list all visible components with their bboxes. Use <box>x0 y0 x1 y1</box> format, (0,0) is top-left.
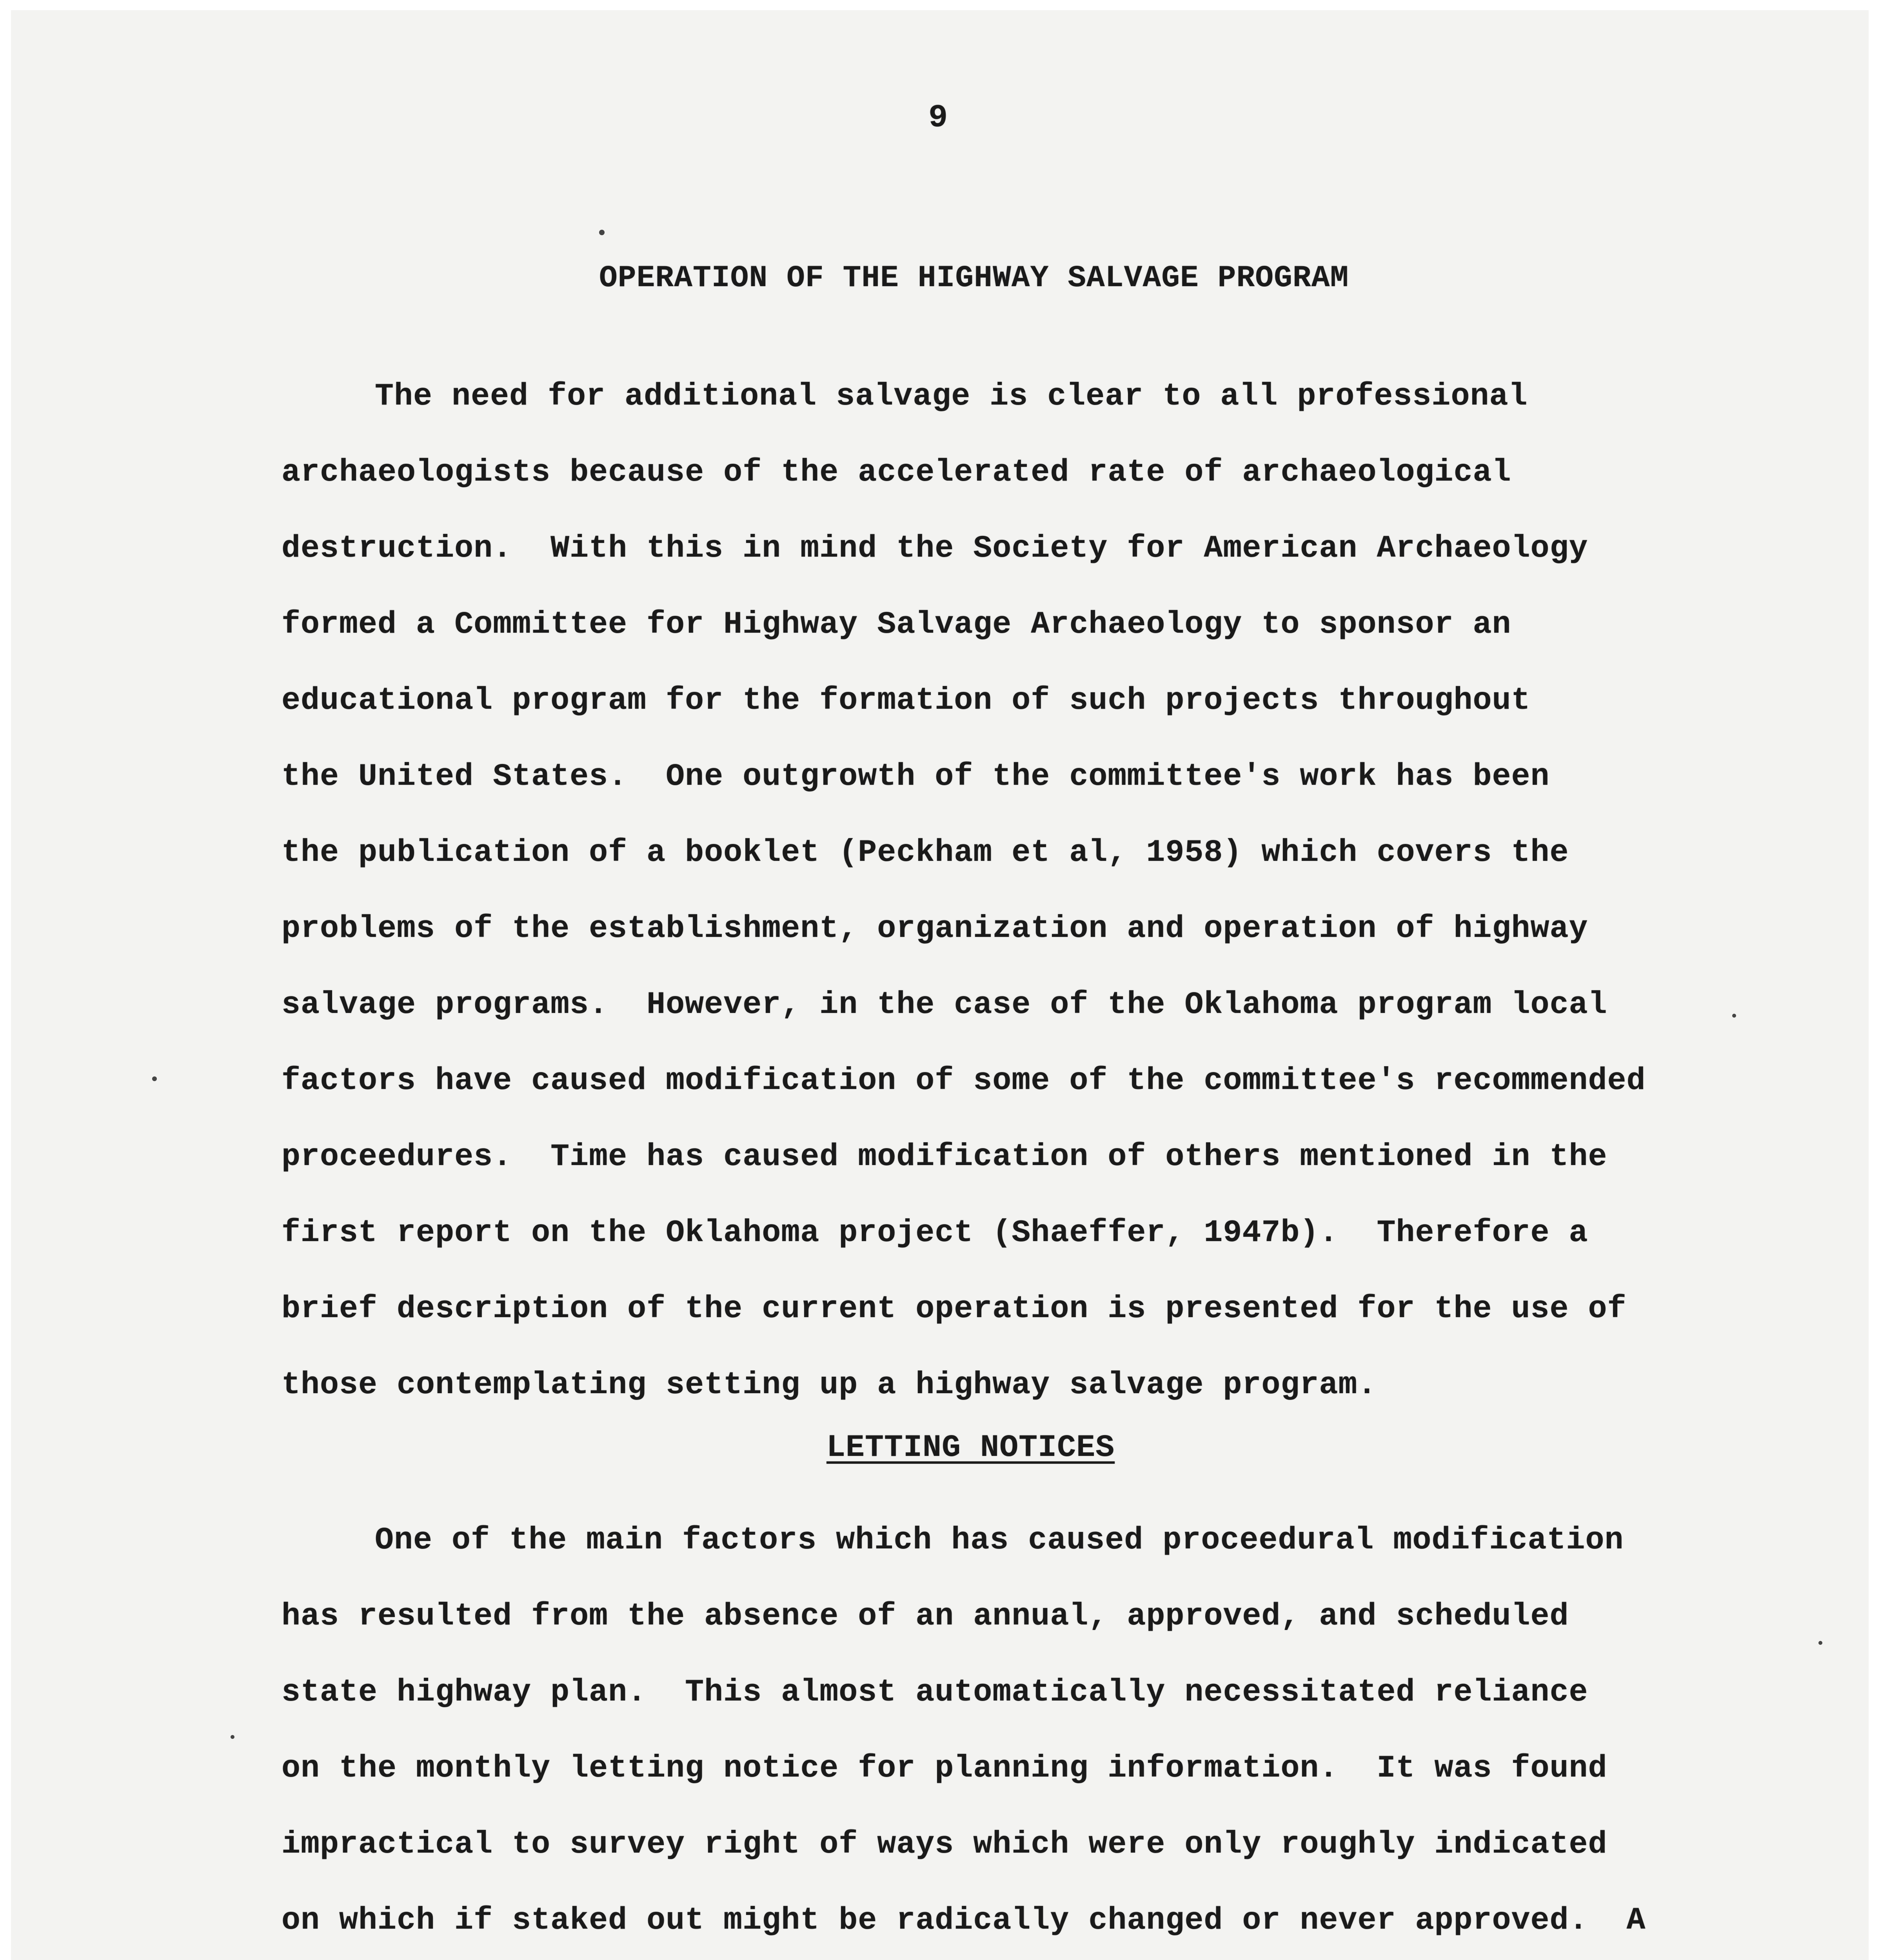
paragraph-line: impractical to survey right of ways which were only roughly indicated <box>282 1827 1608 1862</box>
paragraph-line: those contemplating setting up a highway salvage program. <box>282 1367 1377 1403</box>
paragraph-line: The need for additional salvage is clear to all professional <box>375 379 1528 414</box>
paragraph-line: proceedures. Time has caused modification of others mentioned in the <box>282 1139 1608 1175</box>
paragraph-line: destruction. With this in mind the Society for American Archaeology <box>282 531 1588 566</box>
paragraph-line: has resulted from the absence of an annual, approved, and scheduled <box>282 1599 1569 1634</box>
paragraph-line: on the monthly letting notice for planning information. It was found <box>282 1751 1608 1786</box>
section-heading: LETTING NOTICES <box>826 1430 1115 1466</box>
paragraph-line: the United States. One outgrowth of the committee's work has been <box>282 759 1550 795</box>
paragraph-line: first report on the Oklahoma project (Shaeffer, 1947b). Therefore a <box>282 1215 1588 1251</box>
scan-speck <box>1732 1014 1736 1018</box>
document-page <box>11 10 1869 1960</box>
paragraph-line: formed a Committee for Highway Salvage Archaeology to sponsor an <box>282 607 1511 642</box>
paragraph-line: state highway plan. This almost automatically necessitated reliance <box>282 1675 1588 1710</box>
scan-speck <box>1818 1641 1822 1645</box>
scan-speck <box>599 230 605 235</box>
scan-speck <box>231 1735 234 1739</box>
paragraph-line: archaeologists because of the accelerated rate of archaeological <box>282 455 1511 490</box>
paragraph-line: factors have caused modification of some of the committee's recommended <box>282 1063 1646 1099</box>
paragraph-line: brief description of the current operation is presented for the use of <box>282 1291 1627 1327</box>
page-number: 9 <box>928 100 948 136</box>
paragraph-line: salvage programs. However, in the case of the Oklahoma program local <box>282 987 1608 1023</box>
page-title: OPERATION OF THE HIGHWAY SALVAGE PROGRAM <box>599 261 1349 296</box>
paragraph-line: on which if staked out might be radically changed or never approved. A <box>282 1903 1646 1938</box>
paragraph-line: problems of the establishment, organization and operation of highway <box>282 911 1588 947</box>
paragraph-line: One of the main factors which has caused proceedural modification <box>375 1523 1624 1558</box>
scan-speck <box>152 1076 157 1081</box>
paragraph-line: the publication of a booklet (Peckham et al, 1958) which covers the <box>282 835 1569 871</box>
paragraph-line: educational program for the formation of such projects throughout <box>282 683 1531 719</box>
